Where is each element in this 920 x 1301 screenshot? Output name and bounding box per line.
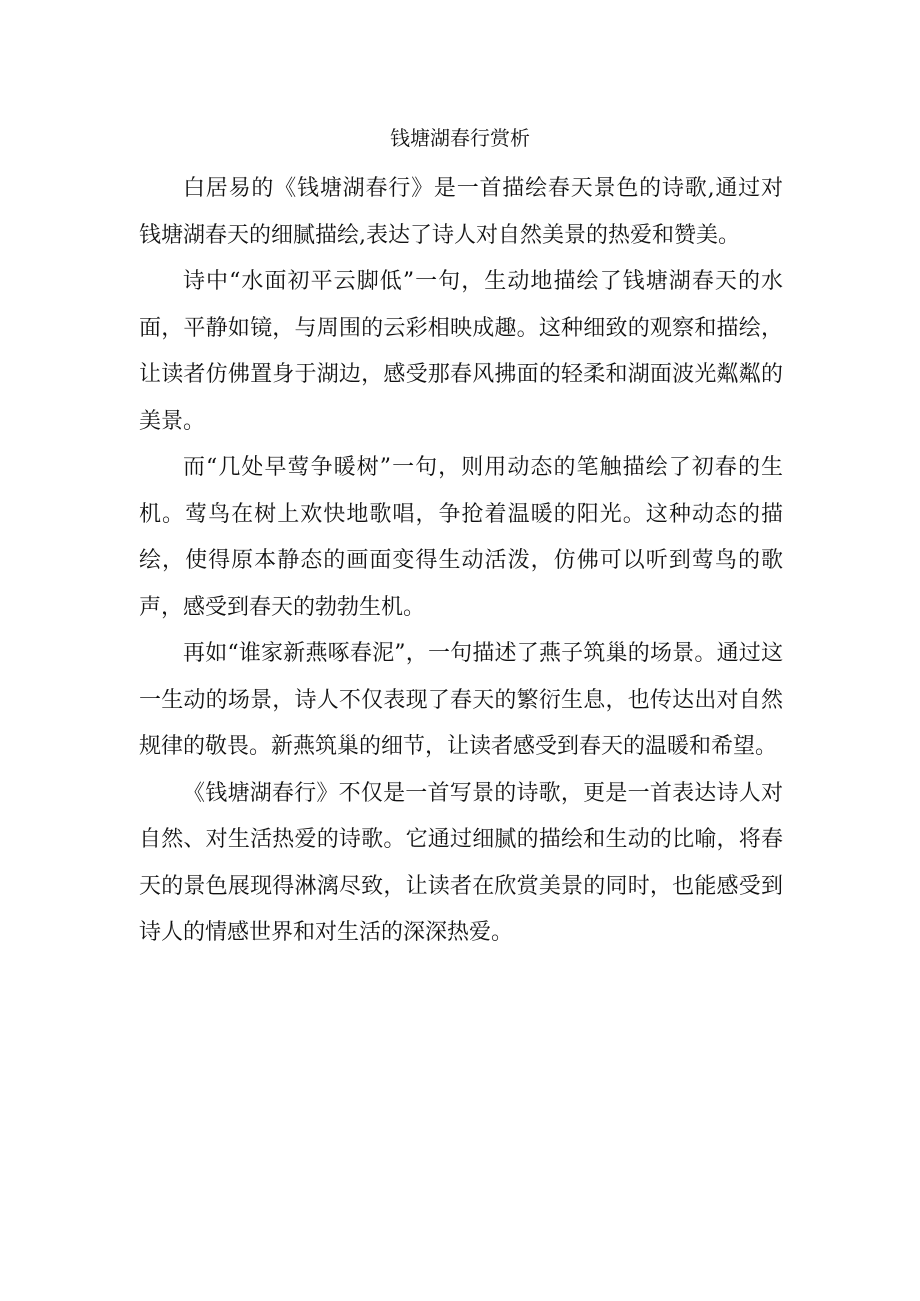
document-title: 钱塘湖春行赏析 — [390, 126, 530, 150]
paragraph-5: 《钱塘湖春行》不仅是一首写景的诗歌，更是一首表达诗人对自然、对生活热爱的诗歌。它通过细腻的描绘和生动的比喻，将春天的景色展现得淋漓尽致，让读者在欣赏美景的同时，也能感受到诗人的情感世界和对生活的深深热爱。 — [139, 780, 783, 945]
paragraph-1: 白居易的《钱塘湖春行》是一首描绘春天景色的诗歌,通过对钱塘湖春天的细腻描绘,表达了诗人对自然美景的热爱和赞美。 — [139, 176, 783, 248]
document-body — [139, 166, 783, 957]
paragraph-4: 再如“谁家新燕啄春泥”，一句描述了燕子筑巢的场景。通过这一生动的场景，诗人不仅表现了春天的繁衍生息，也传达出对自然规律的敬畏。新燕筑巢的细节，让读者感受到春天的温暖和希望。 — [139, 641, 783, 759]
paragraph-2: 诗中“水面初平云脚低”一句，生动地描绘了钱塘湖春天的水面，平静如镜，与周围的云彩相映成趣。这种细致的观察和描绘，让读者仿佛置身于湖边，感受那春风拂面的轻柔和湖面波光粼粼的美景。 — [139, 269, 783, 434]
paragraph-3: 而“几处早莺争暖树”一句，则用动态的笔触描绘了初春的生机。莺鸟在树上欢快地歌唱，争抢着温暖的阳光。这种动态的描绘，使得原本静态的画面变得生动活泼，仿佛可以听到莺鸟的歌声，感受到春天的勃勃生机。 — [139, 455, 783, 620]
